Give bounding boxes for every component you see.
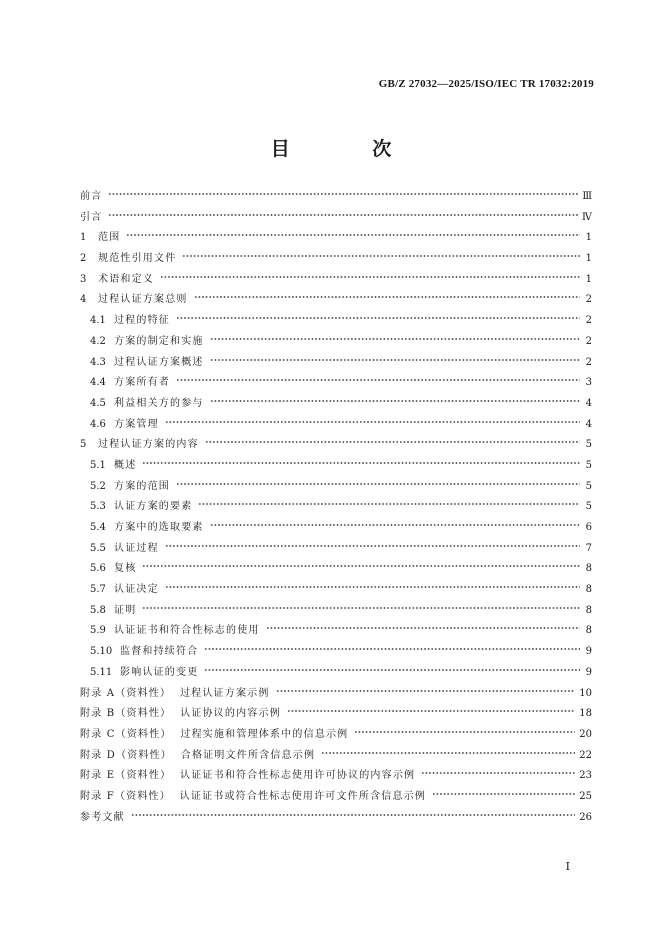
toc-entry-label: 附录 A（资料性） 过程认证方案示例	[80, 687, 270, 699]
toc-entry-number: 3	[80, 273, 87, 285]
toc-entry-label: 影响认证的变更	[120, 666, 199, 678]
toc-entry[interactable]	[80, 580, 592, 601]
toc-entry-page: Ⅳ	[582, 211, 592, 223]
toc-entry-number: 5.3	[90, 501, 106, 513]
toc-entry[interactable]	[80, 497, 592, 518]
toc-entry-page: 18	[579, 708, 592, 720]
toc-leader-dots	[194, 295, 580, 299]
toc-entry[interactable]	[80, 332, 592, 353]
toc-entry-label: 概述	[114, 459, 137, 471]
toc-leader-dots	[266, 626, 580, 630]
toc-leader-dots	[198, 502, 580, 506]
toc-leader-dots	[126, 233, 580, 237]
toc-entry[interactable]	[80, 642, 592, 663]
toc-entry-label: 过程的特征	[114, 315, 170, 327]
toc-entry[interactable]	[80, 249, 592, 270]
toc-entry-label: 复核	[114, 563, 137, 575]
toc-entry-page: 1	[585, 232, 592, 244]
toc-entry[interactable]	[80, 290, 592, 311]
toc-entry[interactable]	[80, 704, 592, 725]
toc-entry-number: 5.9	[90, 625, 106, 637]
toc-leader-dots	[210, 358, 580, 362]
toc-entry-number: 5	[80, 439, 87, 451]
toc-entry-label: 过程认证方案总则	[98, 294, 188, 306]
toc-entry-number: 5.2	[90, 480, 106, 492]
toc-entry-number: 5.1	[90, 459, 106, 471]
toc-entry[interactable]	[80, 518, 592, 539]
toc-entry-label: 监督和持续符合	[120, 646, 199, 658]
toc-entry-page: 8	[585, 625, 592, 637]
toc-leader-dots	[276, 689, 576, 693]
toc-leader-dots	[108, 192, 578, 196]
toc-entry-page: 2	[585, 335, 592, 347]
toc-leader-dots	[142, 564, 580, 568]
toc-entry-number: 4.2	[90, 335, 106, 347]
toc-entry-label: 前言	[80, 191, 103, 202]
toc-entry[interactable]	[80, 766, 592, 787]
toc-leader-dots	[354, 730, 575, 734]
toc-entry[interactable]	[80, 187, 592, 208]
toc-entry-label: 范围	[98, 232, 121, 244]
toc-entry-page: 8	[585, 584, 592, 596]
toc-leader-dots	[165, 544, 580, 548]
toc-entry-page: 7	[585, 542, 592, 554]
toc-entry[interactable]	[80, 746, 592, 767]
toc-entry[interactable]	[80, 228, 592, 249]
toc-entry-number: 5.6	[90, 563, 106, 575]
toc-entry-label: 方案所有者	[114, 377, 170, 389]
toc-leader-dots	[142, 461, 580, 465]
toc-leader-dots	[160, 275, 580, 279]
toc-entry[interactable]	[80, 270, 592, 291]
toc-leader-dots	[131, 813, 575, 817]
toc-entry-label: 方案中的选取要素	[114, 522, 204, 533]
toc-entry-page: 6	[585, 522, 592, 533]
toc-entry-page: 4	[585, 397, 592, 409]
toc-entry-page: 5	[585, 439, 592, 451]
toc-entry-page: 25	[579, 790, 592, 802]
toc-entry-page: 4	[585, 418, 592, 430]
toc-entry-number: 4.4	[90, 377, 106, 389]
toc-leader-dots	[210, 523, 580, 527]
toc-entry[interactable]	[80, 415, 592, 436]
toc-entry-label: 引言	[80, 211, 103, 223]
toc-leader-dots	[142, 606, 580, 610]
toc-entry-number: 4.1	[90, 315, 106, 327]
toc-entry[interactable]	[80, 808, 592, 829]
toc-entry-label: 认证证书和符合性标志的使用	[114, 625, 260, 637]
document-code: GB/Z 27032—2025/ISO/IEC TR 17032:2019	[378, 78, 594, 90]
toc-leader-dots	[432, 792, 575, 796]
toc-entry-label: 认证决定	[114, 584, 159, 596]
toc-leader-dots	[204, 668, 580, 672]
toc-entry-label: 过程认证方案的内容	[98, 439, 199, 451]
toc-entry-label: 方案的制定和实施	[114, 335, 204, 347]
toc-entry-page: 5	[585, 459, 592, 471]
toc-title: 目 次	[270, 138, 430, 160]
toc-leader-dots	[108, 213, 578, 217]
toc-leader-dots	[165, 420, 580, 424]
toc-entry[interactable]	[80, 373, 592, 394]
toc-leader-dots	[165, 585, 580, 589]
toc-entry[interactable]	[80, 539, 592, 560]
toc-entry-label: 认证过程	[114, 542, 159, 554]
toc-leader-dots	[287, 709, 575, 713]
toc-entry-number: 5.10	[90, 646, 113, 658]
toc-entry-page: 1	[585, 273, 592, 285]
toc-entry[interactable]	[80, 311, 592, 332]
toc-entry-page: 8	[585, 563, 592, 575]
toc-leader-dots	[204, 647, 580, 651]
toc-entry-page: 8	[585, 604, 592, 616]
toc-leader-dots	[210, 337, 580, 341]
toc-entry-page: Ⅲ	[582, 191, 592, 202]
toc-entry-number: 4.3	[90, 356, 106, 368]
toc-entry[interactable]	[80, 394, 592, 415]
toc-entry-label: 过程认证方案概述	[114, 356, 204, 368]
toc-leader-dots	[176, 316, 580, 320]
table-of-contents	[80, 187, 592, 828]
toc-entry-number: 1	[80, 232, 87, 244]
toc-entry-page: 26	[579, 811, 592, 823]
toc-entry-label: 附录 F（资料性） 认证证书或符合性标志使用许可文件所含信息示例	[80, 790, 427, 802]
toc-leader-dots	[176, 378, 580, 382]
toc-entry-page: 2	[585, 356, 592, 368]
toc-entry-page: 1	[585, 253, 592, 265]
toc-leader-dots	[176, 482, 580, 486]
toc-entry-label: 认证方案的要素	[114, 501, 193, 513]
toc-entry-page: 3	[585, 377, 592, 389]
toc-entry-number: 4	[80, 294, 87, 306]
toc-entry-label: 附录 B（资料性） 认证协议的内容示例	[80, 708, 281, 720]
toc-entry-page: 9	[585, 646, 592, 658]
toc-leader-dots	[321, 751, 575, 755]
toc-entry-number: 2	[80, 253, 87, 265]
toc-entry-page: 22	[579, 749, 592, 761]
toc-leader-dots	[421, 771, 575, 775]
toc-entry[interactable]	[80, 663, 592, 684]
toc-entry-page: 2	[585, 294, 592, 306]
toc-entry[interactable]	[80, 456, 592, 477]
toc-entry-number: 5.4	[90, 522, 106, 533]
toc-entry-label: 附录 D（资料性） 合格证明文件所含信息示例	[80, 749, 316, 761]
toc-entry-label: 附录 C（资料性） 过程实施和管理体系中的信息示例	[80, 728, 349, 740]
toc-entry-label: 规范性引用文件	[98, 253, 177, 265]
toc-entry-label: 利益相关方的参与	[114, 397, 204, 409]
toc-entry-label: 方案管理	[114, 418, 159, 430]
toc-entry[interactable]	[80, 353, 592, 374]
toc-entry-label: 证明	[114, 604, 137, 616]
toc-entry-page: 10	[579, 687, 592, 699]
toc-entry-number: 4.6	[90, 418, 106, 430]
toc-leader-dots	[210, 399, 580, 403]
toc-entry[interactable]	[80, 684, 592, 705]
toc-entry-label: 参考文献	[80, 811, 125, 823]
toc-entry-page: 23	[579, 770, 592, 782]
toc-entry[interactable]	[80, 621, 592, 642]
toc-entry-number: 4.5	[90, 397, 106, 409]
toc-entry-page: 5	[585, 480, 592, 492]
toc-entry[interactable]	[80, 601, 592, 622]
toc-entry-number: 5.5	[90, 542, 106, 554]
toc-entry-label: 方案的范围	[114, 480, 170, 492]
toc-entry-label: 附录 E（资料性） 认证证书和符合性标志使用许可协议的内容示例	[80, 770, 416, 782]
toc-entry[interactable]	[80, 208, 592, 229]
toc-entry[interactable]	[80, 787, 592, 808]
toc-entry-number: 5.7	[90, 584, 106, 596]
toc-entry-number: 5.11	[90, 666, 113, 678]
page-number: I	[565, 860, 570, 873]
toc-entry[interactable]	[80, 477, 592, 498]
toc-entry[interactable]	[80, 435, 592, 456]
toc-entry-page: 9	[585, 666, 592, 678]
toc-entry-label: 术语和定义	[98, 273, 154, 285]
toc-entry-page: 5	[585, 501, 592, 513]
toc-leader-dots	[205, 440, 580, 444]
toc-entry-page: 2	[585, 315, 592, 327]
toc-entry[interactable]	[80, 559, 592, 580]
toc-entry-page: 20	[579, 728, 592, 740]
toc-entry[interactable]	[80, 725, 592, 746]
toc-leader-dots	[182, 254, 580, 258]
toc-entry-number: 5.8	[90, 604, 106, 616]
